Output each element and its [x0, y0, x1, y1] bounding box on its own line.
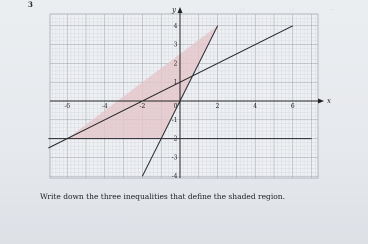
- x-axis-arrow: [318, 99, 324, 104]
- x-tick-label: -4: [101, 103, 108, 110]
- y-axis-label: y: [172, 6, 176, 14]
- y-axis-arrow: [178, 7, 183, 13]
- faint-header-text: ...: [240, 6, 245, 12]
- x-tick-label: 6: [290, 103, 295, 110]
- question-number: 3: [28, 0, 33, 9]
- x-tick-label: 4: [253, 103, 258, 110]
- x-tick-label: 2: [215, 103, 220, 110]
- y-tick-label: 4: [173, 22, 178, 30]
- y-tick-label: 2: [173, 60, 178, 68]
- y-tick-label: -3: [171, 154, 178, 162]
- y-tick-label: -2: [171, 135, 178, 143]
- y-tick-label: 1: [173, 79, 178, 87]
- faint-header-text: ...: [330, 6, 335, 12]
- y-tick-label: -4: [171, 173, 178, 181]
- question-text: Write down the three inequalities that define the shaded region.: [40, 192, 285, 201]
- x-tick-label: -6: [64, 103, 71, 110]
- y-tick-label: -1: [171, 116, 178, 124]
- x-axis-label: x: [327, 97, 331, 105]
- grid: [50, 14, 318, 181]
- y-tick-label: 3: [173, 41, 178, 49]
- faint-header-text: ...: [290, 6, 295, 12]
- x-tick-label: -2: [139, 103, 146, 110]
- origin-label: 0: [173, 103, 178, 110]
